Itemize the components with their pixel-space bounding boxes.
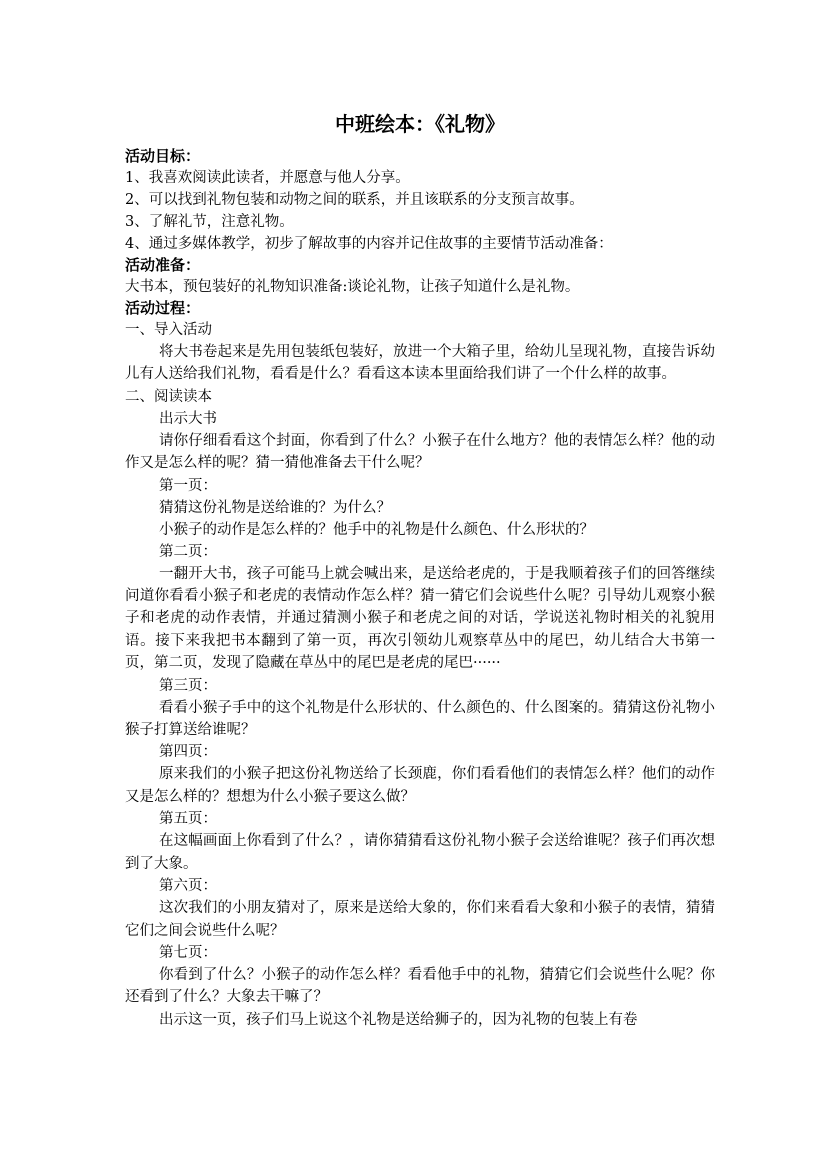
page-label: 第六页： (159, 878, 217, 895)
paragraph: 你看到了什么？小猴子的动作怎么样？看看他手中的礼物，猜猜它们会说些什么呢？你还看到了什么？大象去干嘛了？ (125, 966, 715, 1006)
section-heading: 二、阅读读本 (125, 388, 212, 405)
question: 猜猜这份礼物是送给谁的？为什么？ (159, 499, 391, 516)
paragraph: 原来我们的小猴子把这份礼物送给了长颈鹿，你们看看他们的表情怎么样？他们的动作又是怎么样的？想想为什么小猴子要这么做？ (125, 766, 715, 805)
page-label: 第七页： (159, 944, 217, 961)
paragraph: 请你仔细看看这个封面，你看到了什么？小猴子在什么地方？他的表情怎么样？他的动作又是怎么样的呢？猜一猜他准备去干什么呢？ (125, 432, 715, 472)
process-heading: 活动过程： (125, 299, 201, 317)
page-label: 第一页： (159, 477, 217, 494)
paragraph: 出示这一页，孩子们马上说这个礼物是送给狮子的，因为礼物的包装上有卷 (159, 1011, 638, 1028)
prep-heading: 活动准备： (125, 256, 201, 274)
goal-item: 3、了解礼节，注意礼物。 (125, 214, 294, 230)
page-label: 第二页： (159, 543, 217, 560)
paragraph: 在这幅画面上你看到了什么？，请你猜猜看这份礼物小猴子会送给谁呢？孩子们再次想到了大象。 (125, 833, 715, 872)
step-label: 出示大书 (159, 410, 217, 427)
question: 小猴子的动作是怎么样的？他手中的礼物是什么颜色、什么形状的？ (159, 521, 594, 538)
paragraph: 一翻开大书，孩子可能马上就会喊出来，是送给老虎的，于是我顺着孩子们的回答继续问道你看看小猴子和老虎的表情动作怎么样？猜一猜它们会说些什么呢？引导幼儿观察小猴子和老虎的动作表情，并通过猜测小猴子和老虎之间的对话，学说送礼物时相关的礼貌用语。接下来我把书本翻到了第一页，再次引领幼儿观察草丛中的尾巴，幼儿结合大书第一页，第二页，发现了隐藏在草丛中的尾巴是老虎的尾巴······ (125, 565, 715, 672)
document-title: 中班绘本：《礼物》 (335, 112, 505, 136)
paragraph: 将大书卷起来是先用包装纸包装好，放进一个大箱子里，给幼儿呈现礼物，直接告诉幼儿有人送给我们礼物，看看是什么？看看这本读本里面给我们讲了一个什么样的故事。 (125, 344, 715, 383)
document-page (125, 110, 715, 1031)
paragraph: 看看小猴子手中的这个礼物是什么形状的、什么颜色的、什么图案的。猜猜这份礼物小猴子打算送给谁呢？ (125, 699, 715, 739)
goals-heading: 活动目标： (125, 147, 201, 165)
goal-item: 2、可以找到礼物包装和动物之间的联系，并且该联系的分支预言故事。 (125, 192, 584, 208)
prep-text: 大书本，预包装好的礼物知识准备:谈论礼物，让孩子知道什么是礼物。 (125, 279, 580, 295)
page-label: 第五页： (159, 811, 217, 828)
page-label: 第三页： (159, 677, 217, 694)
page-label: 第四页： (159, 744, 217, 761)
paragraph: 这次我们的小朋友猜对了，原来是送给大象的，你们来看看大象和小猴子的表情，猜猜它们之间会说些什么呢？ (125, 900, 715, 939)
goal-item: 4、通过多媒体教学，初步了解故事的内容并记住故事的主要情节活动准备： (125, 236, 613, 252)
goal-item: 1、我喜欢阅读此读者，并愿意与他人分享。 (125, 170, 410, 186)
section-heading: 一、导入活动 (125, 322, 212, 338)
